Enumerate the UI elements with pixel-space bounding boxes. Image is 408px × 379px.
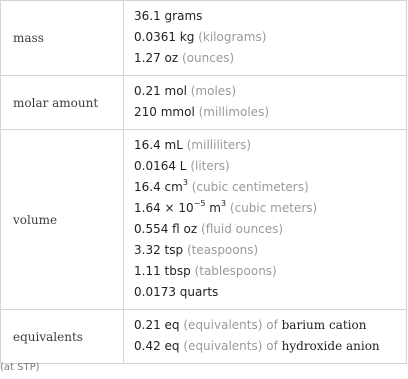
row-values-equivalents — [124, 310, 407, 364]
table-row — [1, 1, 407, 76]
value-line: 0.0173 quarts — [134, 285, 219, 299]
row-label-volume: volume — [1, 130, 124, 310]
table-row — [1, 130, 407, 310]
stp-note: (at STP) — [0, 362, 40, 373]
row-label-molar-amount: molar amount — [1, 76, 124, 130]
row-values-volume — [124, 130, 407, 310]
table-row — [1, 76, 407, 130]
row-label-mass: mass — [1, 1, 124, 76]
value-line: 16.4 $cm^3$ (cubic centimeters) — [134, 178, 309, 194]
value-line: 0.42 eq (equivalents) of hydroxide anion — [134, 339, 380, 353]
value-line: 210 mmol (millimoles) — [134, 105, 269, 119]
row-label-equivalents: equivalents — [1, 310, 124, 364]
value-line: 36.1 grams — [134, 9, 203, 23]
value-line: 1.11 tbsp (tablespoons) — [134, 264, 277, 278]
table-row — [1, 310, 407, 364]
value-line: 0.554 fl oz (fluid ounces) — [134, 222, 284, 236]
value-line: 0.0164 L (liters) — [134, 159, 230, 173]
row-values-mass — [124, 1, 407, 76]
value-line: 1.27 oz (ounces) — [134, 51, 235, 65]
value-line: $1.64 \times 10^{-5}$ $m^3$ (cubic meters) — [134, 199, 318, 215]
value-line: 0.0361 kg (kilograms) — [134, 30, 267, 44]
row-values-molar-amount — [124, 76, 407, 130]
value-line: 16.4 mL (milliliters) — [134, 138, 252, 152]
value-line: 0.21 eq (equivalents) of barium cation — [134, 318, 367, 332]
value-line: 3.32 tsp (teaspoons) — [134, 243, 259, 257]
value-line: 0.21 mol (moles) — [134, 84, 237, 98]
